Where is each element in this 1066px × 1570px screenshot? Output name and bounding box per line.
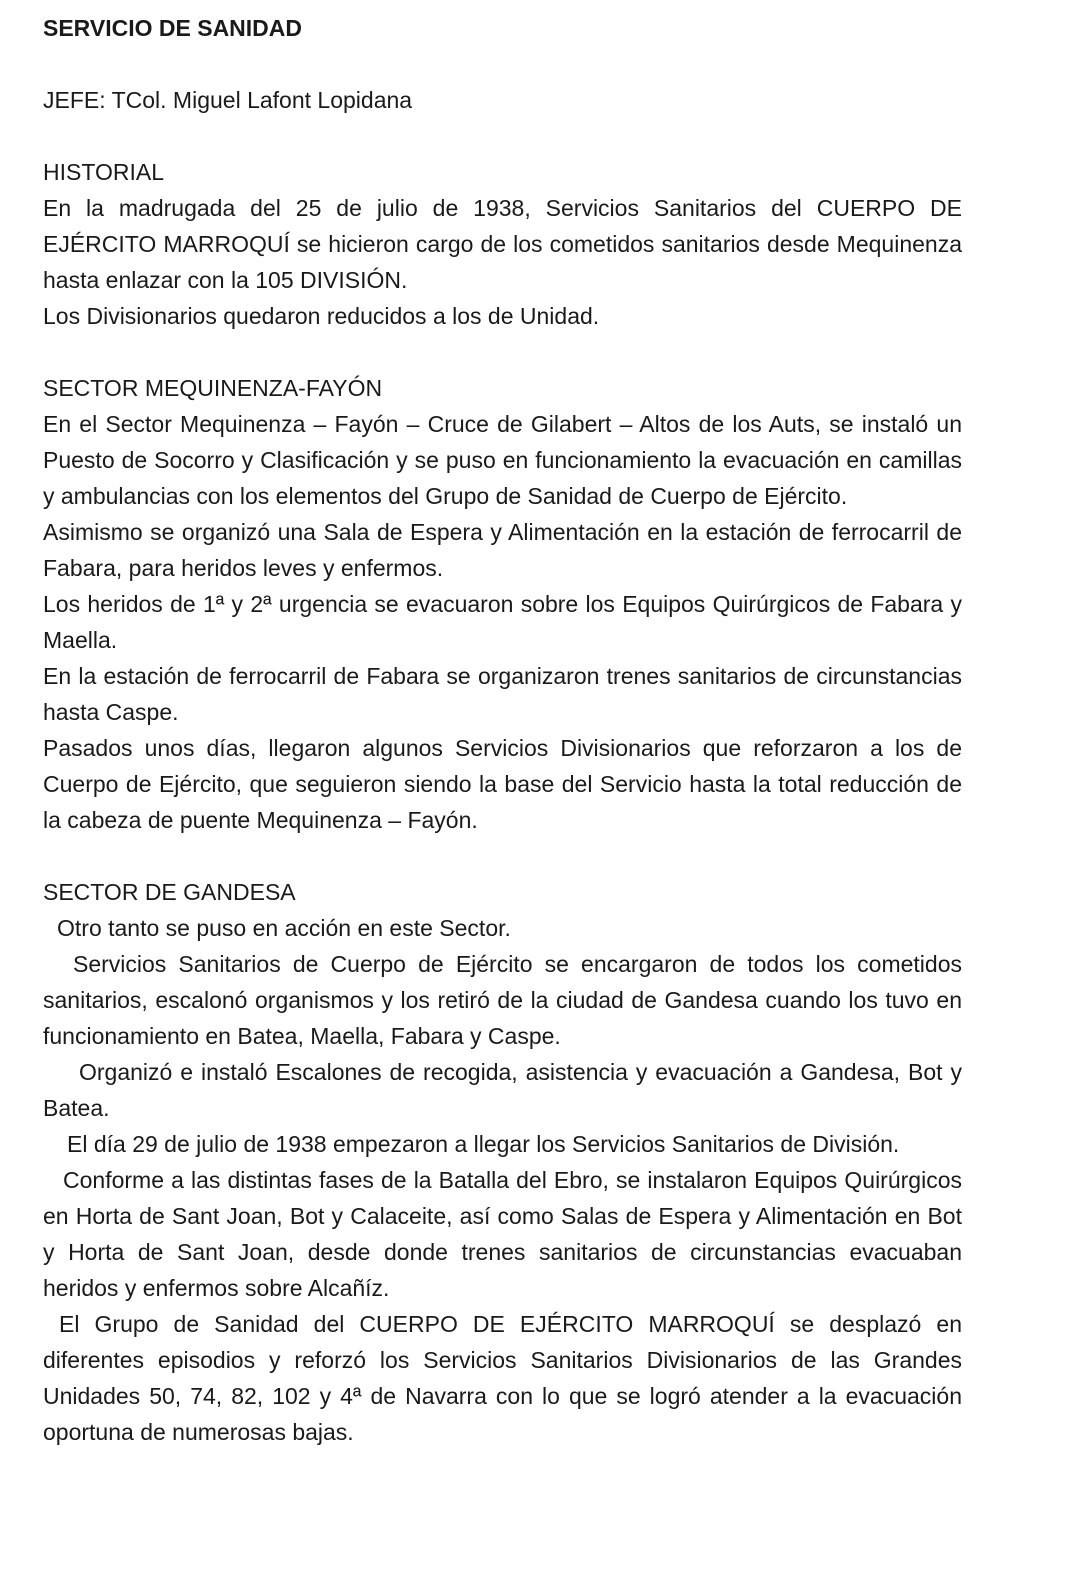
paragraph: En el Sector Mequinenza – Fayón – Cruce de Gilabert – Altos de los Auts, se instaló un Puesto de Socorro y Clasificación y se puso en funcionamiento la evacuación en camillas y ambulancias con los elementos del Grupo de Sanidad de Cuerpo de Ejército. [43,411,962,509]
chief-line: JEFE: TCol. Miguel Lafont Lopidana [43,87,413,113]
paragraph: En la estación de ferrocarril de Fabara se organizaron trenes sanitarios de circunstancias hasta Caspe. [43,663,962,725]
paragraph: Organizó e instaló Escalones de recogida, asistencia y evacuación a Gandesa, Bot y Batea. [43,1059,962,1121]
document-page [43,10,962,1450]
paragraph: Conforme a las distintas fases de la Batalla del Ebro, se instalaron Equipos Quirúrgicos en Horta de Sant Joan, Bot y Calaceite, así como Salas de Espera y Alimentación en Bot y Horta de Sant Joan, desde donde trenes sanitarios de circunstancias evacuaban heridos y enfermos sobre Alcañíz. [43,1167,962,1301]
paragraph: Los Divisionarios quedaron reducidos a los de Unidad. [43,303,600,329]
section-heading-gandesa: SECTOR DE GANDESA [43,879,296,905]
paragraph: Los heridos de 1ª y 2ª urgencia se evacuaron sobre los Equipos Quirúrgicos de Fabara y Maella. [43,591,962,653]
section-heading-mequinenza-fayon: SECTOR MEQUINENZA-FAYÓN [43,375,383,401]
paragraph: En la madrugada del 25 de julio de 1938, Servicios Sanitarios del CUERPO DE EJÉRCITO MARROQUÍ se hicieron cargo de los cometidos sanitarios desde Mequinenza hasta enlazar con la 105 DIVISIÓN. [43,195,962,293]
paragraph: Servicios Sanitarios de Cuerpo de Ejército se encargaron de todos los cometidos sanitarios, escalonó organismos y los retiró de la ciudad de Gandesa cuando los tuvo en funcionamiento en Batea, Maella, Fabara y Caspe. [43,951,962,1049]
section-historial [43,154,962,334]
paragraph: Pasados unos días, llegaron algunos Servicios Divisionarios que reforzaron a los de Cuerpo de Ejército, que seguieron siendo la base del Servicio hasta la total reducción de la cabeza de puente Mequinenza – Fayón. [43,735,962,833]
section-heading-historial: HISTORIAL [43,159,164,185]
paragraph: Asimismo se organizó una Sala de Espera y Alimentación en la estación de ferrocarril de Fabara, para heridos leves y enfermos. [43,519,962,581]
paragraph: El Grupo de Sanidad del CUERPO DE EJÉRCITO MARROQUÍ se desplazó en diferentes episodios y reforzó los Servicios Sanitarios Divisionarios de las Grandes Unidades 50, 74, 82, 102 y 4ª de Navarra con lo que se logró atender a la evacuación oportuna de numerosas bajas. [43,1311,962,1445]
section-gandesa [43,874,962,1450]
section-mequinenza-fayon [43,370,962,838]
paragraph: El día 29 de julio de 1938 empezaron a llegar los Servicios Sanitarios de División. [67,1131,900,1157]
paragraph: Otro tanto se puso en acción en este Sector. [57,915,511,941]
document-title: SERVICIO DE SANIDAD [43,15,303,41]
